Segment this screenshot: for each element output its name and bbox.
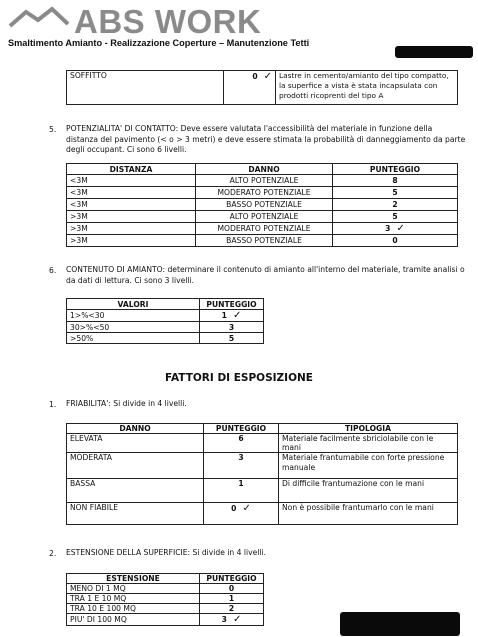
table-row: <3M ALTO POTENZIALE 8 bbox=[67, 175, 458, 187]
check-icon: ✓ bbox=[263, 71, 272, 82]
section5-number: 5. bbox=[49, 125, 57, 134]
exposure-heading: FATTORI DI ESPOSIZIONE bbox=[165, 372, 313, 384]
col-tipologia: TIPOLOGIA bbox=[279, 424, 458, 434]
roof-logo-icon bbox=[8, 6, 70, 30]
asbestos-content-table bbox=[66, 298, 264, 344]
table-row: NON FIABILE 0 ✓ Non è possibile frantumarlo con le mani bbox=[67, 503, 458, 525]
col-danno: DANNO bbox=[67, 424, 204, 434]
soffitto-table bbox=[66, 70, 458, 105]
table-row: ELEVATA 6 Materiale facilmente sbriciolabile con le mani bbox=[67, 434, 458, 453]
col-punteggio: PUNTEGGIO bbox=[200, 299, 264, 310]
redacted-block-bottom bbox=[340, 612, 460, 636]
friability-table bbox=[66, 423, 458, 525]
header-subtitle: Smaltimento Amianto - Realizzazione Coperture – Manutenzione Tetti bbox=[8, 38, 310, 48]
col-punteggio: PUNTEGGIO bbox=[200, 574, 264, 584]
soffitto-label: SOFFITTO bbox=[67, 71, 224, 105]
table-row: <3M MODERATO POTENZIALE 5 bbox=[67, 187, 458, 199]
estensione-text: ESTENSIONE DELLA SUPERFICIE: Si divide in 4 livelli. bbox=[66, 548, 266, 557]
company-logo bbox=[8, 4, 288, 40]
table-row: >50% 5 bbox=[67, 333, 264, 344]
friabilita-text: FRIABILITA': Si divide in 4 livelli. bbox=[66, 399, 187, 408]
table-row: <3M BASSO POTENZIALE 2 bbox=[67, 199, 458, 211]
table-row: BASSA 1 Di difficile frantumazione con le mani bbox=[67, 479, 458, 503]
table-row: >3M BASSO POTENZIALE 0 bbox=[67, 235, 458, 247]
table-row: 1>%<30 1 ✓ bbox=[67, 310, 264, 322]
table-row: MODERATA 3 Materiale frantumabile con forte pressione manuale bbox=[67, 453, 458, 479]
section6-text: CONTENUTO DI AMIANTO: determinare il contenuto di amianto all'interno del materiale, tramite analisi o da dati di lettura. Ci sono 3 livelli. bbox=[66, 265, 465, 285]
friabilita-number: 1. bbox=[49, 400, 57, 409]
estensione-number: 2. bbox=[49, 549, 57, 558]
col-punteggio: PUNTEGGIO bbox=[333, 164, 458, 175]
table-row: 30>%<50 3 bbox=[67, 322, 264, 333]
table-row: TRA 1 E 10 MQ 1 bbox=[67, 594, 264, 604]
logo-text: ABS WORK bbox=[74, 3, 262, 40]
check-icon: ✓ bbox=[232, 614, 242, 625]
col-valori: VALORI bbox=[67, 299, 200, 310]
table-row: PIU' DI 100 MQ 3 ✓ bbox=[67, 614, 264, 626]
col-danno: DANNO bbox=[196, 164, 333, 175]
soffitto-description: Lastre in cemento/amianto del tipo compatto, la superfice a vista è stata incapsulata con prodotti ricoprenti del tipo A bbox=[276, 71, 458, 105]
check-icon: ✓ bbox=[242, 503, 251, 514]
contact-potential-table bbox=[66, 163, 458, 247]
table-row: >3M ALTO POTENZIALE 5 bbox=[67, 211, 458, 223]
table-row: TRA 10 E 100 MQ 2 bbox=[67, 604, 264, 614]
col-estensione: ESTENSIONE bbox=[67, 574, 200, 584]
section5-text: POTENZIALITA' DI CONTATTO: Deve essere valutata l'accessibilità del materiale in funzione della distanza del pavimento (< o > 3 metri) e deve essere stimata la probabilità di danneggiamento da parte degli occupant. Ci sono 6 livelli. bbox=[66, 124, 466, 154]
col-punteggio: PUNTEGGIO bbox=[204, 424, 279, 434]
soffitto-score: 0 ✓ bbox=[224, 71, 276, 105]
table-row: MENO DI 1 MQ 0 bbox=[67, 584, 264, 594]
section6-number: 6. bbox=[49, 266, 57, 275]
redacted-block-top bbox=[395, 46, 473, 58]
table-row: >3M MODERATO POTENZIALE 3 ✓ bbox=[67, 223, 458, 235]
col-distanza: DISTANZA bbox=[67, 164, 196, 175]
check-icon: ✓ bbox=[232, 310, 242, 321]
check-icon: ✓ bbox=[396, 223, 405, 234]
surface-extension-table bbox=[66, 573, 264, 626]
